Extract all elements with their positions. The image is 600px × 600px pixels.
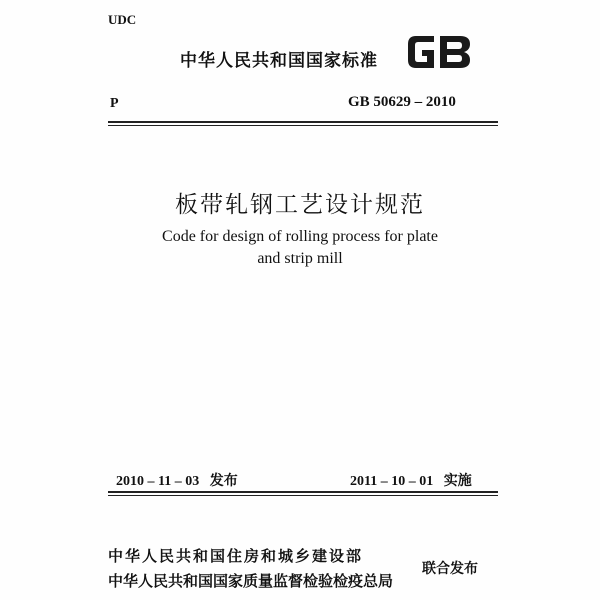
issuer-quality-administration: 中华人民共和国国家质量监督检验检疫总局 (108, 572, 394, 590)
implement-date-block (350, 470, 472, 490)
svg-text:GB: GB (404, 26, 406, 27)
gb-logo-icon (404, 26, 474, 78)
title-english-line1: Code for design of rolling process for plate (162, 228, 438, 245)
issue-label: 发布 (209, 473, 238, 489)
top-divider (108, 121, 498, 123)
national-standard-label: 中华人民共和国国家标准 (180, 51, 378, 71)
issue-date: 2010 – 11 – 03 (116, 474, 200, 489)
joint-issue-label: 联合发布 (422, 561, 478, 577)
category-code: P (110, 96, 119, 111)
bottom-divider (108, 491, 498, 493)
issuer-ministry-housing: 中华人民共和国住房和城乡建设部 (108, 547, 364, 565)
standard-number: GB 50629 – 2010 (348, 94, 456, 110)
bottom-divider-thin (108, 495, 498, 496)
implement-date: 2011 – 10 – 01 (350, 474, 434, 489)
implement-label: 实施 (443, 473, 472, 489)
title-english-line2: and strip mill (257, 250, 343, 267)
title-chinese: 板带轧钢工艺设计规范 (175, 192, 425, 218)
issue-date-block (116, 470, 238, 490)
top-divider-thin (108, 125, 498, 126)
udc-label: UDC (108, 12, 137, 27)
